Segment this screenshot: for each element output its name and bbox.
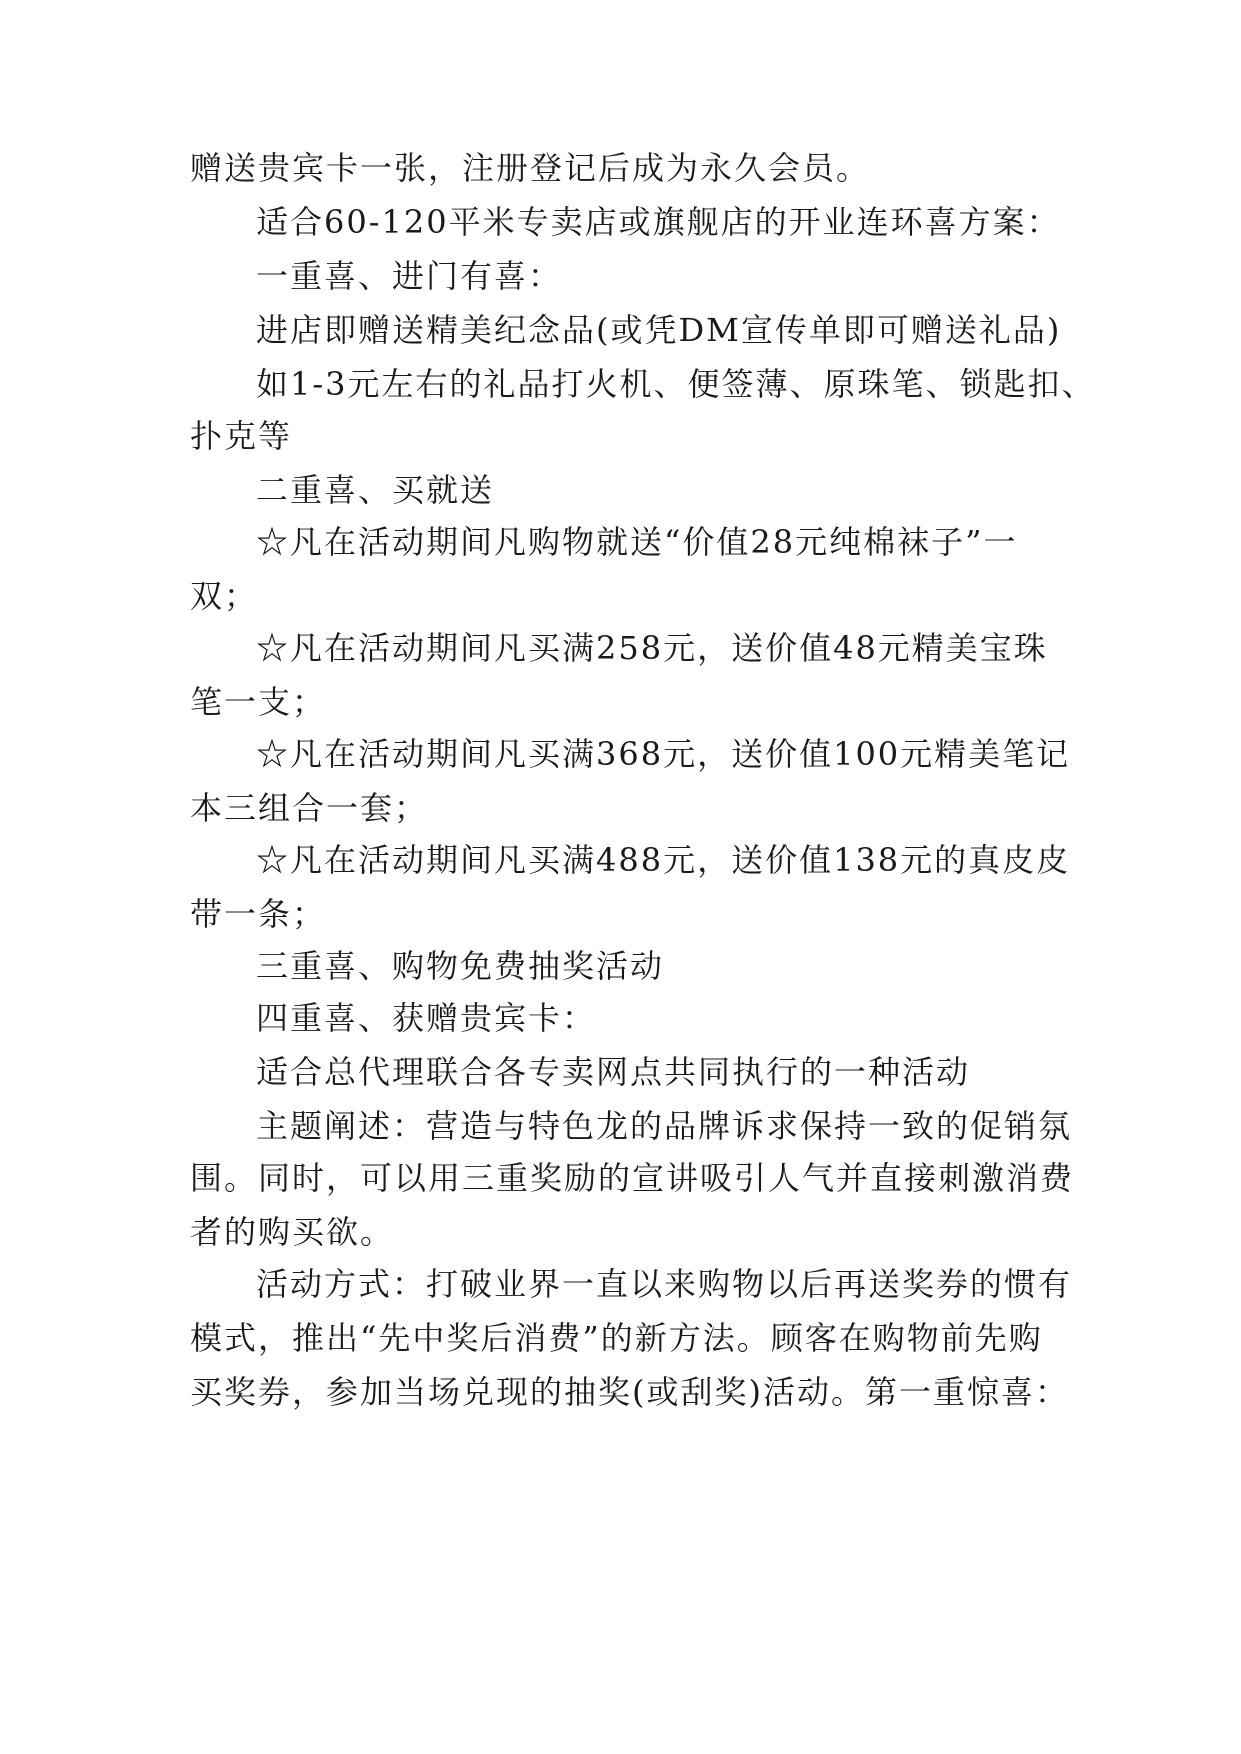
text-line: 者的购买欲。: [190, 1213, 395, 1251]
text-line: ☆凡在活动期间凡买满488元，送价值138元的真皮皮: [256, 841, 1071, 879]
text-line: 主题阐述：营造与特色龙的品牌诉求保持一致的促销氛: [256, 1107, 1073, 1145]
text-line: 围。同时，可以用三重奖励的宣讲吸引人气并直接刺激消费: [190, 1159, 1075, 1197]
text-line: ☆凡在活动期间凡买满258元，送价值48元精美宝珠: [256, 629, 1048, 667]
text-line: 一重喜、进门有喜：: [256, 257, 563, 295]
text-line: 扑克等: [190, 417, 293, 455]
text-line: 适合60-120平米专卖店或旗舰店的开业连环喜方案：: [256, 203, 1061, 241]
text-line: ☆凡在活动期间凡买满368元，送价值100元精美笔记: [256, 735, 1071, 773]
text-line: 四重喜、获赠贵宾卡：: [256, 999, 597, 1037]
text-line: 如1-3元左右的礼品打火机、便签薄、原珠笔、锁匙扣、: [256, 365, 1096, 403]
text-line: 适合总代理联合各专卖网点共同执行的一种活动: [256, 1053, 971, 1091]
text-line: 模式，推出“先中奖后消费”的新方法。顾客在购物前先购: [190, 1319, 1043, 1357]
text-line: 买奖券，参加当场兑现的抽奖(或刮奖)活动。第一重惊喜：: [190, 1373, 1069, 1411]
text-line: ☆凡在活动期间凡购物就送“价值28元纯棉袜子”一: [256, 523, 1018, 561]
text-line: 赠送贵宾卡一张，注册登记后成为永久会员。: [190, 149, 871, 187]
text-line: 带一条；: [190, 895, 327, 933]
text-line: 双；: [190, 577, 259, 615]
text-line: 笔一支；: [190, 683, 327, 721]
text-line: 本三组合一套；: [190, 789, 429, 827]
text-line: 二重喜、买就送: [256, 471, 495, 509]
text-line: 进店即赠送精美纪念品(或凭DM宣传单即可赠送礼品): [256, 311, 1062, 349]
text-line: 三重喜、购物免费抽奖活动: [256, 947, 665, 985]
text-line: 活动方式：打破业界一直以来购物以后再送奖券的惯有: [256, 1265, 1073, 1303]
